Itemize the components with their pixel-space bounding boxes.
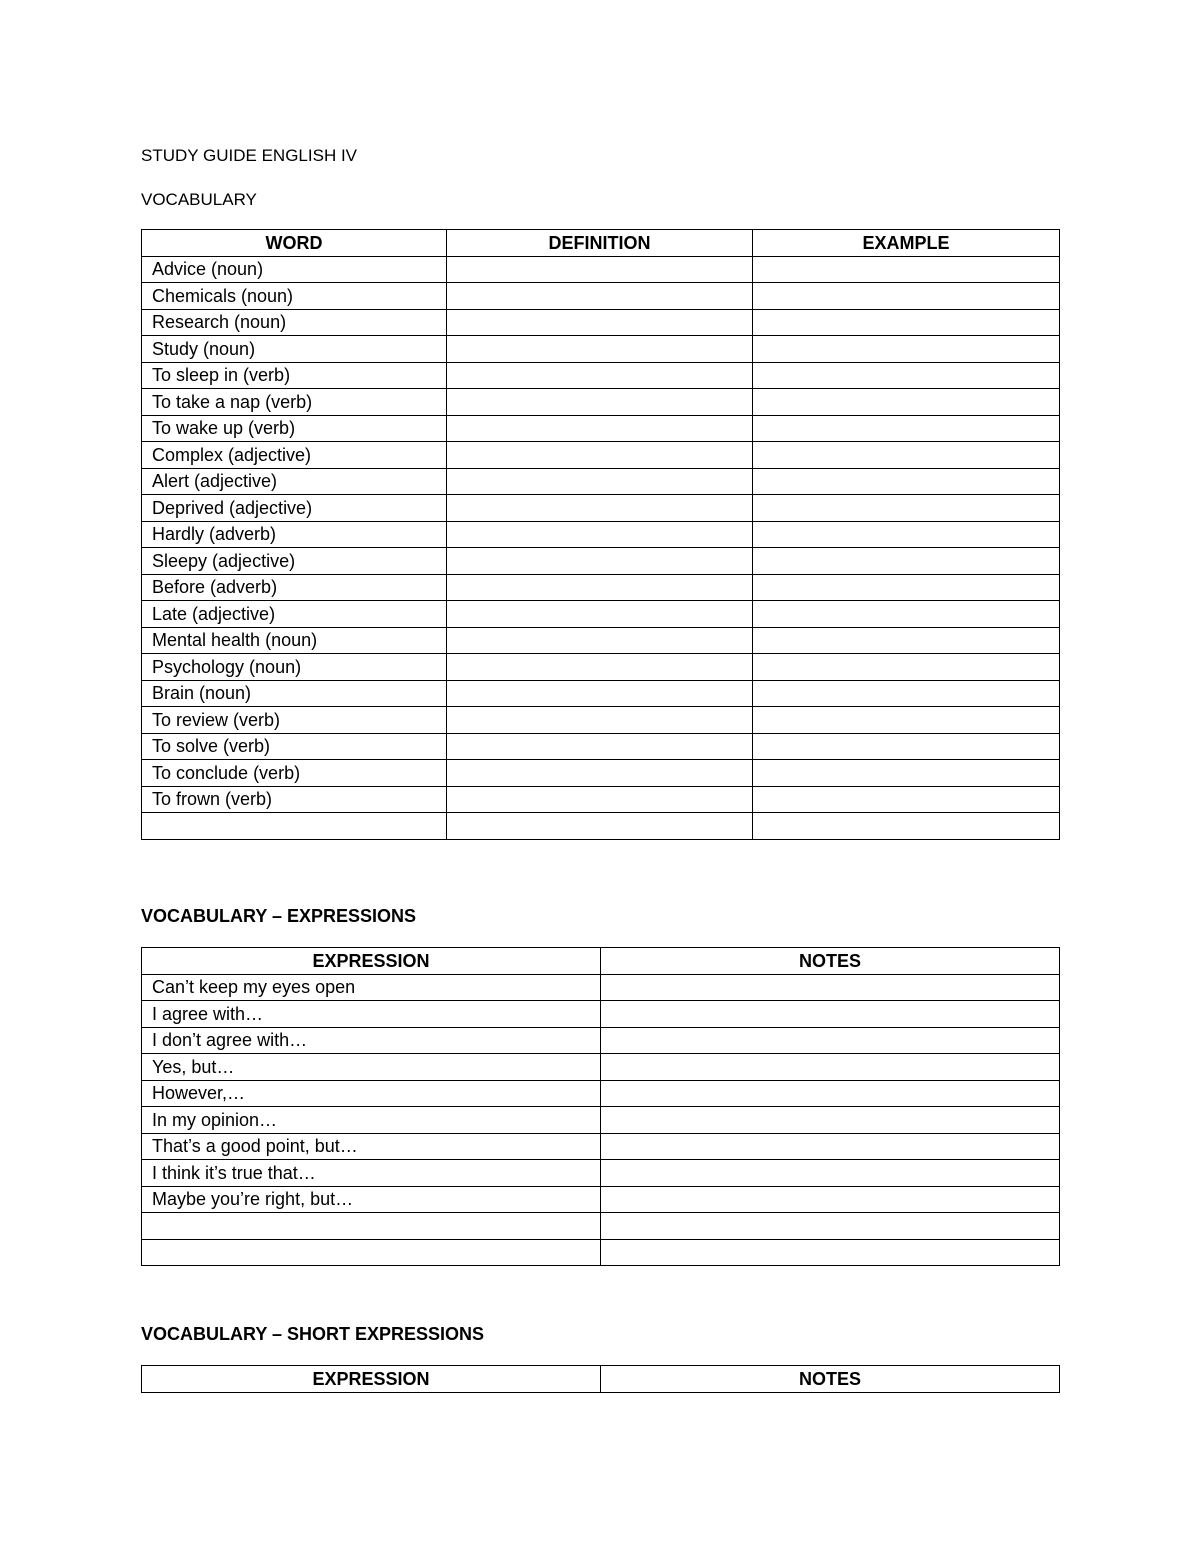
example-cell[interactable]	[753, 336, 1060, 363]
definition-cell[interactable]	[447, 283, 753, 310]
table-row	[142, 1239, 1060, 1266]
notes-cell[interactable]	[601, 1186, 1060, 1213]
example-cell[interactable]	[753, 548, 1060, 575]
entry-cell	[142, 1213, 601, 1240]
table-header-row	[142, 948, 1060, 975]
entry-cell	[142, 813, 447, 840]
definition-cell[interactable]	[447, 601, 753, 628]
entry-cell: Research (noun)	[142, 309, 447, 336]
definition-cell[interactable]	[447, 680, 753, 707]
definition-cell[interactable]	[447, 362, 753, 389]
table-row	[142, 1186, 1060, 1213]
table-row	[142, 415, 1060, 442]
definition-cell[interactable]	[447, 468, 753, 495]
table-row	[142, 362, 1060, 389]
expression-column-header: EXPRESSION	[142, 1366, 601, 1393]
table-row	[142, 442, 1060, 469]
definition-cell[interactable]	[447, 627, 753, 654]
notes-cell[interactable]	[601, 1160, 1060, 1187]
expressions-table	[141, 947, 1060, 1266]
table-row	[142, 733, 1060, 760]
entry-cell: Study (noun)	[142, 336, 447, 363]
definition-cell[interactable]	[447, 389, 753, 416]
example-cell[interactable]	[753, 495, 1060, 522]
notes-cell[interactable]	[601, 1213, 1060, 1240]
example-cell[interactable]	[753, 813, 1060, 840]
vocabulary-table	[141, 229, 1060, 840]
entry-cell: Chemicals (noun)	[142, 283, 447, 310]
expression-column-header: EXPRESSION	[142, 948, 601, 975]
example-cell[interactable]	[753, 733, 1060, 760]
entry-cell: In my opinion…	[142, 1107, 601, 1134]
example-cell[interactable]	[753, 283, 1060, 310]
entry-cell: To frown (verb)	[142, 786, 447, 813]
example-cell[interactable]	[753, 786, 1060, 813]
example-cell[interactable]	[753, 707, 1060, 734]
table-header-row	[142, 230, 1060, 257]
definition-cell[interactable]	[447, 521, 753, 548]
table-row	[142, 974, 1060, 1001]
entry-cell: Hardly (adverb)	[142, 521, 447, 548]
vocabulary-label: VOCABULARY	[141, 190, 257, 209]
notes-cell[interactable]	[601, 1080, 1060, 1107]
example-cell[interactable]	[753, 309, 1060, 336]
entry-cell: Deprived (adjective)	[142, 495, 447, 522]
definition-cell[interactable]	[447, 336, 753, 363]
definition-cell[interactable]	[447, 415, 753, 442]
table-row	[142, 548, 1060, 575]
short-expressions-table	[141, 1365, 1060, 1393]
definition-cell[interactable]	[447, 442, 753, 469]
table-row	[142, 521, 1060, 548]
example-cell[interactable]	[753, 415, 1060, 442]
example-cell[interactable]	[753, 680, 1060, 707]
table-row	[142, 495, 1060, 522]
table-row	[142, 1213, 1060, 1240]
table-row	[142, 283, 1060, 310]
example-cell[interactable]	[753, 442, 1060, 469]
entry-cell: I agree with…	[142, 1001, 601, 1028]
definition-cell[interactable]	[447, 707, 753, 734]
notes-cell[interactable]	[601, 1239, 1060, 1266]
entry-cell: Maybe you’re right, but…	[142, 1186, 601, 1213]
entry-cell: I don’t agree with…	[142, 1027, 601, 1054]
table-header-row	[142, 1366, 1060, 1393]
entry-cell: Psychology (noun)	[142, 654, 447, 681]
table-row	[142, 654, 1060, 681]
table-row	[142, 813, 1060, 840]
entry-cell: That’s a good point, but…	[142, 1133, 601, 1160]
example-cell[interactable]	[753, 601, 1060, 628]
table-row	[142, 1133, 1060, 1160]
short-expressions-heading: VOCABULARY – SHORT EXPRESSIONS	[141, 1324, 485, 1344]
example-cell[interactable]	[753, 389, 1060, 416]
entry-cell: However,…	[142, 1080, 601, 1107]
notes-cell[interactable]	[601, 1107, 1060, 1134]
entry-cell: Advice (noun)	[142, 256, 447, 283]
table-row	[142, 256, 1060, 283]
table-row	[142, 309, 1060, 336]
notes-cell[interactable]	[601, 1133, 1060, 1160]
entry-cell: To solve (verb)	[142, 733, 447, 760]
notes-cell[interactable]	[601, 1027, 1060, 1054]
entry-cell: Can’t keep my eyes open	[142, 974, 601, 1001]
entry-cell: Brain (noun)	[142, 680, 447, 707]
definition-cell[interactable]	[447, 760, 753, 787]
example-cell[interactable]	[753, 521, 1060, 548]
table-row	[142, 468, 1060, 495]
table-row	[142, 707, 1060, 734]
notes-cell[interactable]	[601, 1054, 1060, 1081]
example-cell[interactable]	[753, 256, 1060, 283]
entry-cell: Late (adjective)	[142, 601, 447, 628]
entry-cell: Before (adverb)	[142, 574, 447, 601]
definition-cell[interactable]	[447, 309, 753, 336]
table-row	[142, 1080, 1060, 1107]
entry-cell: I think it’s true that…	[142, 1160, 601, 1187]
entry-cell: Alert (adjective)	[142, 468, 447, 495]
table-row	[142, 1160, 1060, 1187]
table-row	[142, 786, 1060, 813]
example-cell[interactable]	[753, 574, 1060, 601]
definition-cell[interactable]	[447, 495, 753, 522]
definition-cell[interactable]	[447, 256, 753, 283]
definition-cell[interactable]	[447, 548, 753, 575]
definition-cell[interactable]	[447, 733, 753, 760]
example-cell[interactable]	[753, 760, 1060, 787]
definition-column-header: DEFINITION	[447, 230, 753, 257]
definition-cell[interactable]	[447, 786, 753, 813]
notes-column-header: NOTES	[601, 1366, 1060, 1393]
entry-cell: To review (verb)	[142, 707, 447, 734]
entry-cell: To wake up (verb)	[142, 415, 447, 442]
entry-cell: Complex (adjective)	[142, 442, 447, 469]
table-row	[142, 680, 1060, 707]
entry-cell: Sleepy (adjective)	[142, 548, 447, 575]
definition-cell[interactable]	[447, 574, 753, 601]
example-column-header: EXAMPLE	[753, 230, 1060, 257]
document-title: STUDY GUIDE ENGLISH IV	[141, 146, 358, 165]
table-row	[142, 601, 1060, 628]
definition-cell[interactable]	[447, 654, 753, 681]
example-cell[interactable]	[753, 654, 1060, 681]
example-cell[interactable]	[753, 362, 1060, 389]
example-cell[interactable]	[753, 468, 1060, 495]
entry-cell: Yes, but…	[142, 1054, 601, 1081]
entry-cell	[142, 1239, 601, 1266]
table-row	[142, 389, 1060, 416]
table-row	[142, 760, 1060, 787]
notes-column-header: NOTES	[601, 948, 1060, 975]
notes-cell[interactable]	[601, 1001, 1060, 1028]
entry-cell: To sleep in (verb)	[142, 362, 447, 389]
expressions-heading: VOCABULARY – EXPRESSIONS	[141, 906, 417, 926]
definition-cell[interactable]	[447, 813, 753, 840]
word-column-header: WORD	[142, 230, 447, 257]
table-row	[142, 1054, 1060, 1081]
table-row	[142, 1027, 1060, 1054]
table-row	[142, 336, 1060, 363]
entry-cell: To take a nap (verb)	[142, 389, 447, 416]
entry-cell: Mental health (noun)	[142, 627, 447, 654]
example-cell[interactable]	[753, 627, 1060, 654]
table-row	[142, 1107, 1060, 1134]
table-row	[142, 1001, 1060, 1028]
table-row	[142, 627, 1060, 654]
notes-cell[interactable]	[601, 974, 1060, 1001]
entry-cell: To conclude (verb)	[142, 760, 447, 787]
table-row	[142, 574, 1060, 601]
